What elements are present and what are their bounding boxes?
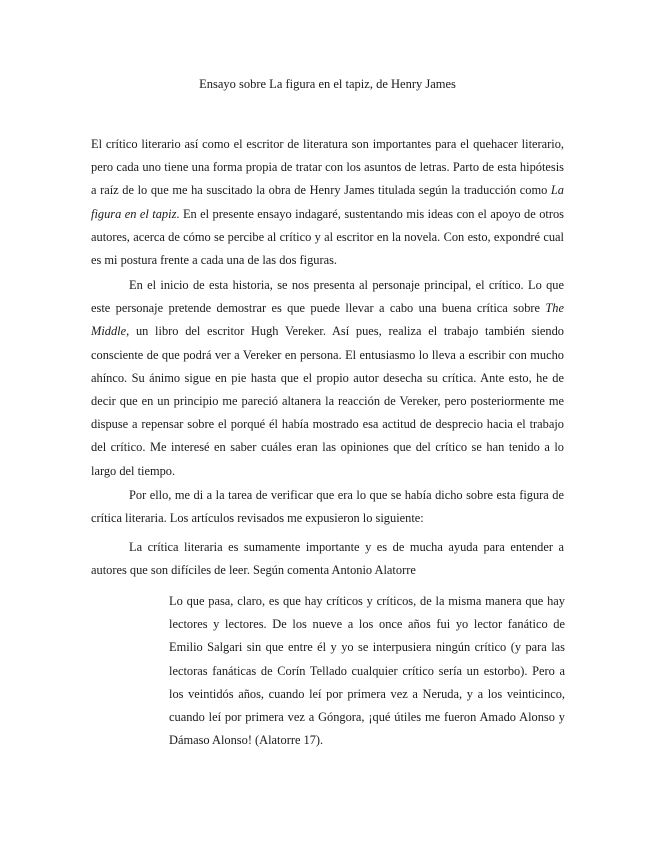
paragraph-2-text-b: , un libro del escritor Hugh Vereker. Así pues, realiza el trabajo también siendo consciente de que podrá ver a Vereker en persona. El entusiasmo lo lleva a escribir con mucho ahínco. Su ánimo sigue en pie hasta que el propio autor desecha su crítica. Ante esto, he de decir que en un principio me pareció altanera la reacción de Vereker, pero posteriormente me dispuse a repensar sobre el porqué él había mostrado esa actitud de desprecio hacia el trabajo del crítico. Me interesé en saber cuáles eran las opiniones que del crítico se han tenido a lo largo del tiempo. [91,324,564,478]
paragraph-1 [91,133,564,272]
paragraph-1-text-b: . En el presente ensayo indagaré, sustentando mis ideas con el apoyo de otros autores, acerca de cómo se percibe al crítico y al escritor en la novela. Con esto, expondré cual es mi postura frente a cada una de las dos figuras. [91,206,564,268]
paragraph-3-text: Por ello, me di a la tarea de verificar que era lo que se había dicho sobre esta figura de crítica literaria. Los artículos revisados me expusieron lo siguiente: [91,488,564,526]
block-quote: Lo que pasa, claro, es que hay críticos y críticos, de la misma manera que hay lectores y lectores. De los nueve a los once años fui yo lector fanático de Emilio Salgari sin que entre él y yo se interpusiera ningún crítico (y para las lectoras fanáticas de Corín Tellado cualquier crítico sería un estorbo). Pero a los veintidós años, cuando leí por primera vez a Neruda, y a los veinticinco, cuando leí por primera vez a Góngora, ¡qué útiles me fueron Amado Alonso y Dámaso Alonso! (Alatorre 17). [169,594,565,748]
paragraph-2 [91,274,564,483]
paragraph-2-text-a: En el inicio de esta historia, se nos presenta al personaje principal, el crítico. Lo que este personaje pretende demostrar es que puede llevar a cabo una buena crítica sobre [91,278,564,316]
paragraph-3 [91,484,564,530]
document-title: Ensayo sobre La figura en el tapiz, de Henry James [199,77,456,91]
paragraph-1-text-a: El crítico literario así como el escritor de literatura son importantes para el quehacer literario, pero cada uno tiene una forma propia de tratar con los asuntos de letras. Parto de esta hipótesis a raíz de lo que me ha suscitado la obra de Henry James titulada según la traducción como [91,137,564,198]
paragraph-2-book-title: The Middle [91,301,564,339]
paragraph-4-text: La crítica literaria es sumamente importante y es de mucha ayuda para entender a autores que son difíciles de leer. Según comenta Antonio Alatorre [91,540,564,578]
paragraph-1-book-title: La figura en el tapiz [91,183,564,221]
paragraph-4 [91,536,564,582]
